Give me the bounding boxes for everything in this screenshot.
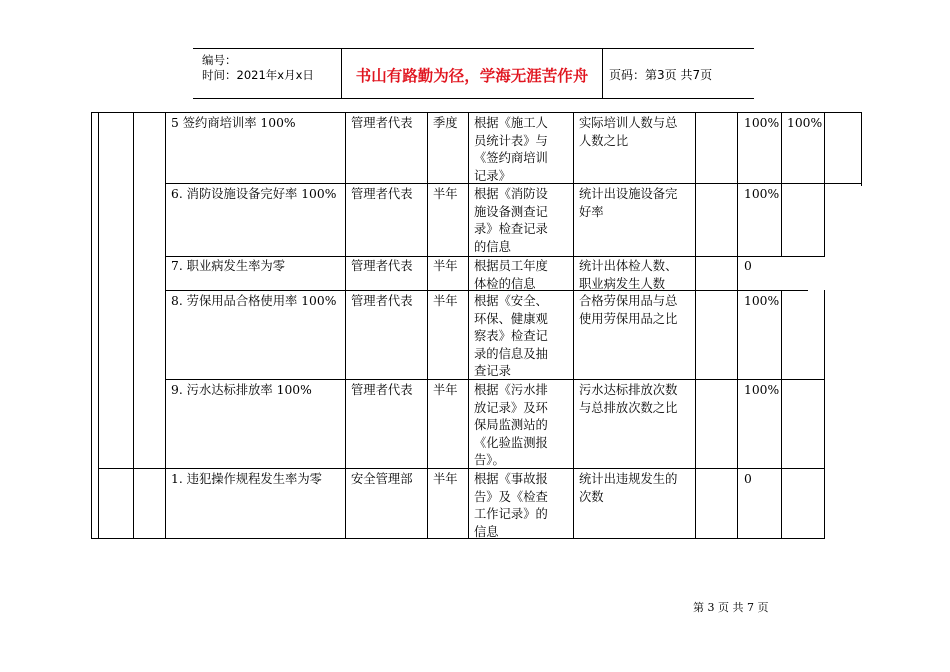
target-value-cell: 100% bbox=[744, 294, 780, 308]
header-meta bbox=[202, 53, 342, 83]
table-border bbox=[98, 468, 825, 469]
table-border bbox=[468, 112, 469, 539]
frequency-cell: 半年 bbox=[433, 472, 458, 486]
calculation-cell: 统计出设施设备完 好率 bbox=[579, 187, 678, 219]
frequency-cell: 半年 bbox=[433, 259, 458, 273]
calculation-cell: 合格劳保用品与总 使用劳保用品之比 bbox=[579, 294, 678, 326]
owner-cell: 管理者代表 bbox=[351, 383, 413, 397]
table-border bbox=[345, 112, 346, 539]
document-number-label: 编号： bbox=[202, 53, 237, 67]
table-border bbox=[91, 538, 825, 539]
method-cell: 根据《消防设 施设备测查记 录》检查记录 的信息 bbox=[474, 187, 548, 254]
frequency-cell: 半年 bbox=[433, 294, 458, 308]
owner-cell: 安全管理部 bbox=[351, 472, 413, 486]
target-value-cell: 0 bbox=[744, 472, 752, 486]
header-page-info: 页码：第3页 共7页 bbox=[609, 68, 713, 82]
table-border bbox=[573, 112, 574, 539]
header-motto: 书山有路勤为径，学海无涯苦作舟 bbox=[355, 67, 589, 85]
indicator-cell: 9. 污水达标排放率 100% bbox=[171, 383, 312, 397]
table-border bbox=[427, 112, 428, 539]
indicator-cell: 7. 职业病发生率为零 bbox=[171, 259, 286, 273]
table-border bbox=[737, 112, 738, 539]
calculation-cell: 统计出违规发生的 次数 bbox=[579, 472, 678, 504]
calculation-cell: 实际培训人数与总 人数之比 bbox=[579, 116, 678, 148]
document-header bbox=[193, 48, 754, 99]
table-border bbox=[695, 112, 696, 539]
table-border bbox=[165, 112, 166, 539]
calculation-cell: 统计出体检人数、 职业病发生人数 bbox=[579, 259, 678, 291]
table-border bbox=[824, 112, 825, 256]
calculation-cell: 污水达标排放次数 与总排放次数之比 bbox=[579, 383, 678, 415]
target-value-cell: 100% bbox=[744, 383, 780, 397]
target-value-cell: 100% bbox=[744, 116, 780, 130]
indicator-cell: 5 签约商培训率 100% bbox=[171, 116, 296, 130]
owner-cell: 管理者代表 bbox=[351, 259, 413, 273]
indicator-cell: 6. 消防设施设备完好率 100% bbox=[171, 187, 337, 201]
frequency-cell: 半年 bbox=[433, 187, 458, 201]
target-value-cell: 0 bbox=[744, 259, 752, 273]
method-cell: 根据《污水排 放记录》及环 保局监测站的 《化验监测报 告》。 bbox=[474, 383, 548, 467]
method-cell: 根据《事故报 告》及《检查 工作记录》的 信息 bbox=[474, 472, 548, 539]
table-border bbox=[781, 290, 782, 539]
target-value-cell: 100% bbox=[744, 187, 780, 201]
owner-cell: 管理者代表 bbox=[351, 294, 413, 308]
table-border bbox=[91, 112, 862, 113]
document-time-label: 时间：2021年x月x日 bbox=[202, 68, 314, 82]
table-border bbox=[824, 290, 825, 539]
table-border bbox=[781, 112, 782, 256]
owner-cell: 管理者代表 bbox=[351, 187, 413, 201]
actual-value-cell: 100% bbox=[787, 116, 823, 130]
header-divider bbox=[602, 49, 603, 98]
table-border bbox=[861, 112, 862, 186]
frequency-cell: 半年 bbox=[433, 383, 458, 397]
indicator-cell: 1. 违犯操作规程发生率为零 bbox=[171, 472, 322, 486]
table-border bbox=[165, 256, 825, 257]
method-cell: 根据《安全、 环保、健康观 察表》检查记 录的信息及抽 查记录 bbox=[474, 294, 548, 378]
owner-cell: 管理者代表 bbox=[351, 116, 413, 130]
page-footer: 第 3 页 共 7 页 bbox=[693, 601, 769, 614]
table-border bbox=[98, 112, 99, 539]
method-cell: 根据员工年度 体检的信息 bbox=[474, 259, 548, 291]
method-cell: 根据《施工人 员统计表》与 《签约商培训 记录》 bbox=[474, 116, 548, 183]
indicator-cell: 8. 劳保用品合格使用率 100% bbox=[171, 294, 337, 308]
table-border bbox=[133, 112, 134, 539]
frequency-cell: 季度 bbox=[433, 116, 458, 130]
table-border bbox=[91, 112, 92, 539]
